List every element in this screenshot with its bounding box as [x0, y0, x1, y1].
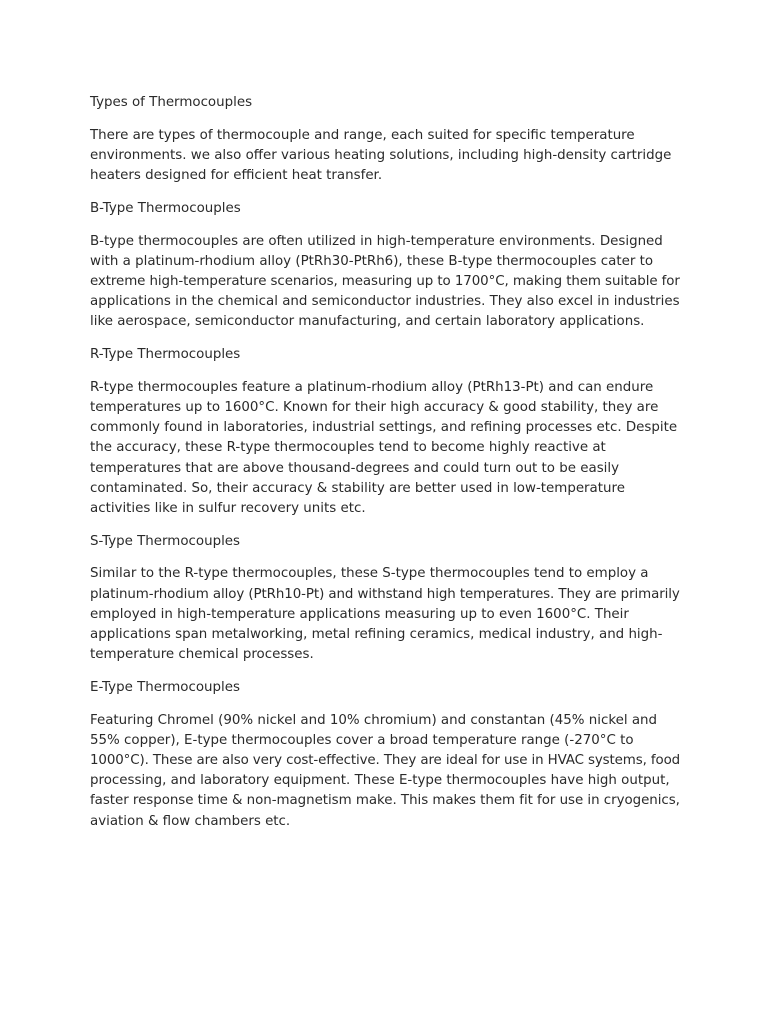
document-page	[90, 93, 680, 844]
paragraph-line: aviation & flow chambers etc.	[90, 813, 291, 829]
section-paragraph-s-type	[90, 564, 680, 665]
paragraph-line: commonly found in laboratories, industrial settings, and refining processes etc. Despite	[90, 420, 678, 436]
document-title-text: Types of Thermocouples	[90, 95, 253, 110]
paragraph-line: temperatures that are above thousand-degrees and could turn out to be easily	[90, 460, 620, 476]
paragraph-line: employed in high-temperature applications measuring up to even 1600°C. Their	[90, 606, 629, 622]
section-heading-r-type	[90, 345, 680, 365]
paragraph-line: applications span metalworking, metal refining ceramics, medical industry, and high-	[90, 626, 663, 642]
paragraph-line: the accuracy, these R-type thermocouples tend to become highly reactive at	[90, 440, 606, 456]
section-heading-text: S-Type Thermocouples	[90, 533, 241, 549]
section-heading-e-type	[90, 678, 680, 698]
paragraph-line: 1000°C). These are also very cost-effective. They are ideal for use in HVAC systems, food	[90, 752, 681, 768]
section-paragraph-r-type	[90, 378, 680, 519]
section-heading-text: R-Type Thermocouples	[90, 347, 241, 363]
paragraph-line: applications in the chemical and semiconductor industries. They also excel in industries	[90, 294, 680, 310]
paragraph-line: faster response time & non-magnetism make. This makes them fit for use in cryogenics,	[90, 793, 680, 809]
intro-paragraph	[90, 126, 680, 187]
paragraph-line: heaters designed for efficient heat transfer.	[90, 168, 383, 184]
paragraph-line: Featuring Chromel (90% nickel and 10% chromium) and constantan (45% nickel and	[90, 712, 658, 728]
paragraph-line: R-type thermocouples feature a platinum-rhodium alloy (PtRh13-Pt) and can endure	[90, 379, 654, 395]
section-paragraph-b-type	[90, 232, 680, 333]
paragraph-line: extreme high-temperature scenarios, measuring up to 1700°C, making them suitable for	[90, 273, 680, 289]
paragraph-line: temperature chemical processes.	[90, 647, 314, 663]
paragraph-line: activities like in sulfur recovery units etc.	[90, 500, 366, 516]
document-title	[90, 93, 680, 113]
paragraph-line: processing, and laboratory equipment. These E-type thermocouples have high output,	[90, 773, 670, 789]
paragraph-line: There are types of thermocouple and range, each suited for specific temperature	[90, 127, 635, 143]
section-heading-text: B-Type Thermocouples	[90, 200, 241, 216]
section-paragraph-e-type	[90, 711, 680, 832]
paragraph-line: like aerospace, semiconductor manufacturing, and certain laboratory applications.	[90, 314, 645, 330]
paragraph-line: with a platinum-rhodium alloy (PtRh30-PtRh6), these B-type thermocouples cater to	[90, 253, 654, 269]
section-heading-b-type	[90, 199, 680, 219]
paragraph-line: Similar to the R-type thermocouples, these S-type thermocouples tend to employ a	[90, 566, 649, 582]
paragraph-line: environments. we also offer various heating solutions, including high-density cartridge	[90, 147, 672, 163]
section-heading-s-type	[90, 532, 680, 552]
section-heading-text: E-Type Thermocouples	[90, 679, 240, 695]
paragraph-line: contaminated. So, their accuracy & stability are better used in low-temperature	[90, 480, 625, 496]
paragraph-line: temperatures up to 1600°C. Known for their high accuracy & good stability, they are	[90, 399, 659, 415]
paragraph-line: B-type thermocouples are often utilized in high-temperature environments. Designed	[90, 233, 663, 249]
paragraph-line: 55% copper), E-type thermocouples cover a broad temperature range (-270°C to	[90, 732, 634, 748]
paragraph-line: platinum-rhodium alloy (PtRh10-Pt) and withstand high temperatures. They are primarily	[90, 586, 680, 602]
